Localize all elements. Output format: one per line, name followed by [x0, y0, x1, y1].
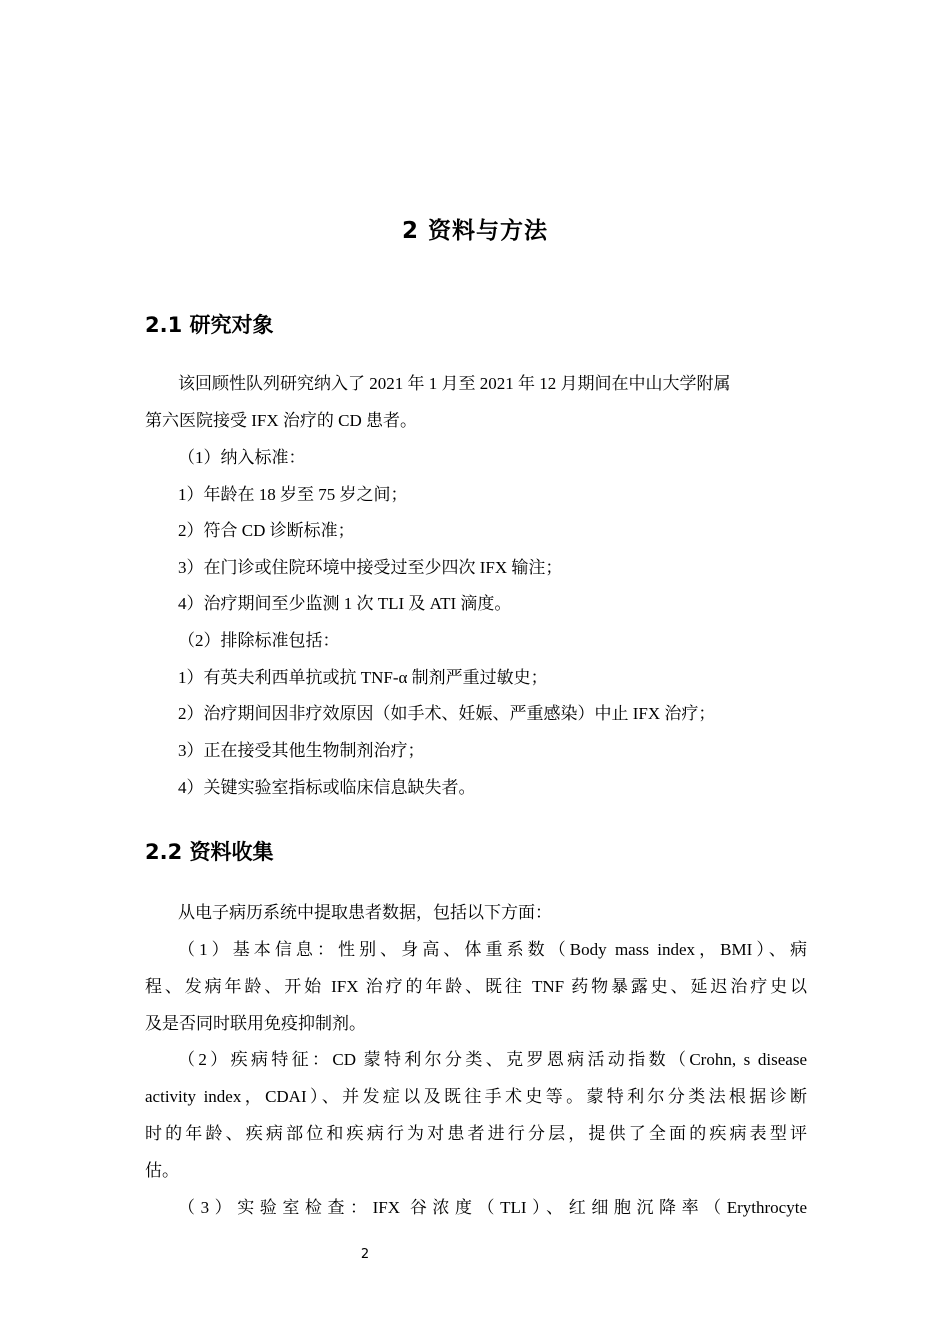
paragraph-line: activity index，CDAI）、并发症以及既往手术史等。蒙特利尔分类法根据诊断 [145, 1087, 807, 1106]
list-item: 1）有英夫利西单抗或抗 TNF-α 制剂严重过敏史； [178, 668, 548, 687]
paragraph-line: 估。 [145, 1161, 179, 1180]
list-item: 2）治疗期间因非疗效原因（如手术、妊娠、严重感染）中止 IFX 治疗； [178, 704, 716, 723]
paragraph-line: （2）疾病特征：CD 蒙特利尔分类、克罗恩病活动指数（Crohn, s disease [178, 1050, 807, 1069]
inclusion-heading: （1）纳入标准： [178, 448, 306, 467]
page-number: 2 [360, 1247, 370, 1262]
paragraph-line: （3）实验室检查：IFX 谷浓度（TLI）、红细胞沉降率（Erythrocyte [178, 1198, 807, 1217]
list-item: 2）符合 CD 诊断标准； [178, 521, 355, 540]
paragraph-line: 第六医院接受 IFX 治疗的 CD 患者。 [145, 411, 418, 430]
list-item: 3）在门诊或住院环境中接受过至少四次 IFX 输注； [178, 558, 563, 577]
paragraph-line: 该回顾性队列研究纳入了 2021 年 1 月至 2021 年 12 月期间在中山大学附属 [178, 374, 731, 393]
section-title-2-1: 2.1 研究对象 [145, 313, 274, 337]
list-item: 4）关键实验室指标或临床信息缺失者。 [178, 778, 476, 797]
paragraph-line: 从电子病历系统中提取患者数据，包括以下方面： [178, 903, 552, 922]
exclusion-heading: （2）排除标准包括： [178, 631, 340, 650]
list-item: 4）治疗期间至少监测 1 次 TLI 及 ATI 滴度。 [178, 594, 512, 613]
section-title-2-2: 2.2 资料收集 [145, 840, 274, 864]
list-item: 3）正在接受其他生物制剂治疗； [178, 741, 425, 760]
list-item: 1）年龄在 18 岁至 75 岁之间； [178, 485, 408, 504]
paragraph-line: 及是否同时联用免疫抑制剂。 [145, 1014, 366, 1033]
paragraph-line: （1）基本信息：性别、身高、体重系数（Body mass index，BMI）、病 [178, 940, 807, 959]
paragraph-line: 程、发病年龄、开始 IFX 治疗的年龄、既往 TNF 药物暴露史、延迟治疗史以 [145, 977, 807, 996]
paragraph-line: 时的年龄、疾病部位和疾病行为对患者进行分层，提供了全面的疾病表型评 [145, 1124, 807, 1143]
chapter-title: 2 资料与方法 [401, 218, 548, 244]
